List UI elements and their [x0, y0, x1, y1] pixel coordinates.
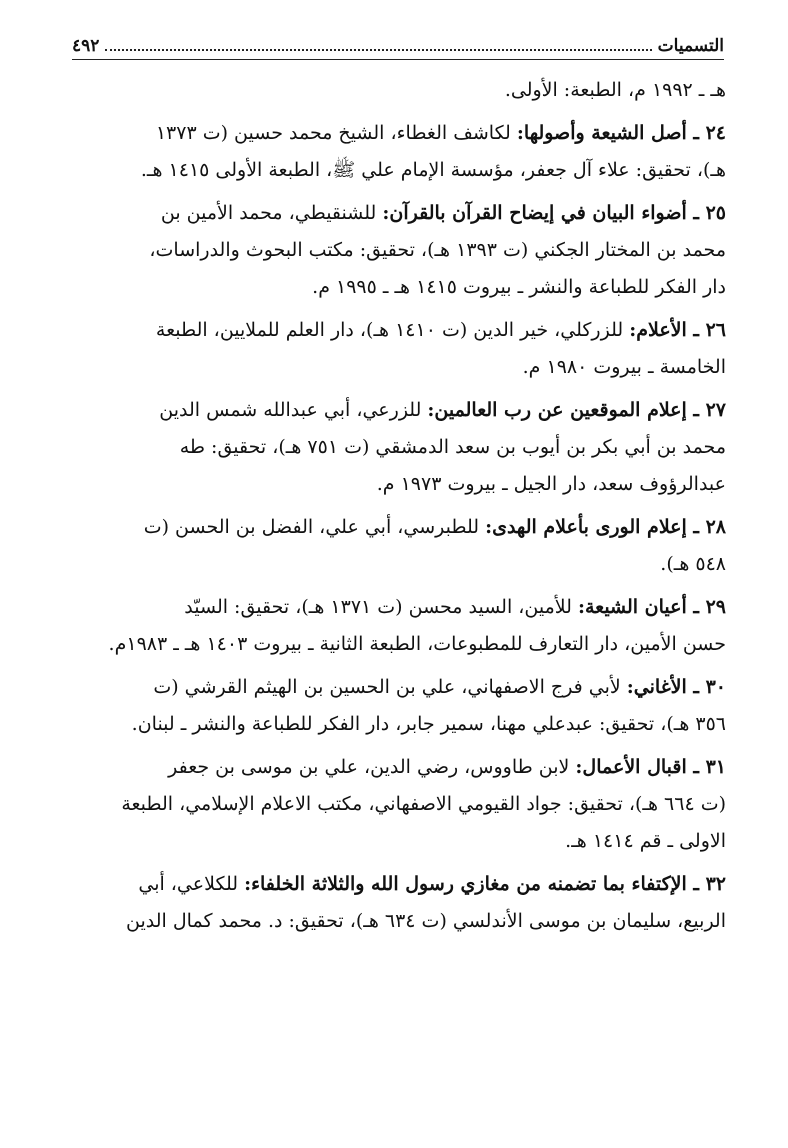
entry-line: [72, 269, 726, 306]
bibliography-entry: [72, 866, 726, 940]
entry-text: الاولى ـ قم ١٤١٤ هـ.: [565, 830, 726, 852]
entry-text: لكاشف الغطاء، الشيخ محمد حسين (ت ١٣٧٣: [155, 122, 517, 144]
entry-line: [72, 786, 726, 823]
entry-text: محمد بن أبي بكر بن أيوب بن سعد الدمشقي (ت ٧٥١ هـ)، تحقيق: طه: [179, 436, 726, 458]
entry-text: ٥٤٨ هـ).: [660, 553, 726, 575]
page-number: ٤٩٢: [72, 36, 100, 56]
entry-text: الربيع، سليمان بن موسى الأندلسي (ت ٦٣٤ هـ)، تحقيق: د. محمد كمال الدين: [126, 910, 726, 932]
entry-line: [72, 115, 726, 152]
entry-line: [72, 589, 726, 626]
entry-title: ٣٢ ـ الإكتفاء بما تضمنه من مغازي رسول الله والثلاثة الخلفاء:: [244, 873, 726, 895]
entry-line: [72, 509, 726, 546]
entry-title: ٢٤ ـ أصل الشيعة وأصولها:: [516, 122, 726, 144]
entry-line: [72, 903, 726, 940]
entry-text: الخامسة ـ بيروت ١٩٨٠ م.: [522, 356, 726, 378]
bibliography-list: [72, 72, 726, 946]
header-rule: [72, 59, 724, 60]
bibliography-entry: [72, 749, 726, 860]
entry-text: للأمين، السيد محسن (ت ١٣٧١ هـ)، تحقيق: السيّد: [184, 596, 578, 618]
entry-title: ٢٧ ـ إعلام الموقعين عن رب العالمين:: [427, 399, 726, 421]
entry-title: ٣٠ ـ الأغاني:: [626, 676, 726, 698]
bibliography-entry: [72, 72, 726, 109]
entry-text: لابن طاووس، رضي الدين، علي بن موسى بن جعفر: [168, 756, 576, 778]
entry-line: [72, 669, 726, 706]
entry-title: ٢٥ ـ أضواء البيان في إيضاح القرآن بالقرآن:: [382, 202, 726, 224]
entry-text: للطبرسي، أبي علي، الفضل بن الحسن (ت: [143, 516, 486, 538]
entry-text: (ت ٦٦٤ هـ)، تحقيق: جواد القيومي الاصفهاني، مكتب الاعلام الإسلامي، الطبعة: [121, 793, 726, 815]
entry-line: [72, 749, 726, 786]
entry-line: [72, 232, 726, 269]
entry-line: [72, 823, 726, 860]
entry-line: [72, 546, 726, 583]
entry-text: محمد بن المختار الجكني (ت ١٣٩٣ هـ)، تحقيق: مكتب البحوث والدراسات،: [149, 239, 726, 261]
entry-line: [72, 429, 726, 466]
entry-text: للشنقيطي، محمد الأمين بن: [160, 202, 383, 224]
entry-text: ٣٥٦ هـ)، تحقيق: عبدعلي مهنا، سمير جابر، دار الفكر للطباعة والنشر ـ لبنان.: [131, 713, 726, 735]
entry-title: ٢٩ ـ أعيان الشيعة:: [577, 596, 726, 618]
bibliography-entry: [72, 312, 726, 386]
entry-text: هـ)، تحقيق: علاء آل جعفر، مؤسسة الإمام علي ﷺ، الطبعة الأولى ١٤١٥ هـ.: [140, 159, 726, 181]
entry-line: [72, 706, 726, 743]
entry-text: للكلاعي، أبي: [138, 873, 245, 895]
dotted-leader: [105, 49, 651, 51]
entry-text: دار الفكر للطباعة والنشر ـ بيروت ١٤١٥ هـ ـ ١٩٩٥ م.: [312, 276, 726, 298]
entry-line: [72, 349, 726, 386]
entry-line: [72, 72, 726, 109]
entry-text: لأبي فرج الاصفهاني، علي بن الحسين بن الهيثم القرشي (ت: [153, 676, 627, 698]
entry-text: هـ ـ ١٩٩٢ م، الطبعة: الأولى.: [504, 79, 726, 101]
bibliography-entry: [72, 509, 726, 583]
entry-text: حسن الأمين، دار التعارف للمطبوعات، الطبعة الثانية ـ بيروت ١٤٠٣ هـ ـ ١٩٨٣م.: [108, 633, 726, 655]
bibliography-entry: [72, 669, 726, 743]
entry-line: [72, 866, 726, 903]
entry-line: [72, 312, 726, 349]
entry-text: عبدالرؤوف سعد، دار الجيل ـ بيروت ١٩٧٣ م.: [376, 473, 726, 495]
bibliography-entry: [72, 195, 726, 306]
entry-text: للزركلي، خير الدين (ت ١٤١٠ هـ)، دار العلم للملايين، الطبعة: [155, 319, 630, 341]
bibliography-entry: [72, 115, 726, 189]
running-title: التسميات: [657, 36, 724, 56]
entry-title: ٢٦ ـ الأعلام:: [629, 319, 726, 341]
bibliography-entry: [72, 392, 726, 503]
entry-title: ٢٨ ـ إعلام الورى بأعلام الهدى:: [485, 516, 726, 538]
entry-line: [72, 626, 726, 663]
entry-line: [72, 152, 726, 189]
entry-line: [72, 466, 726, 503]
entry-line: [72, 195, 726, 232]
bibliography-entry: [72, 589, 726, 663]
entry-text: للزرعي، أبي عبدالله شمس الدين: [159, 399, 428, 421]
entry-line: [72, 392, 726, 429]
entry-title: ٣١ ـ اقبال الأعمال:: [575, 756, 726, 778]
page-header: [72, 28, 724, 56]
